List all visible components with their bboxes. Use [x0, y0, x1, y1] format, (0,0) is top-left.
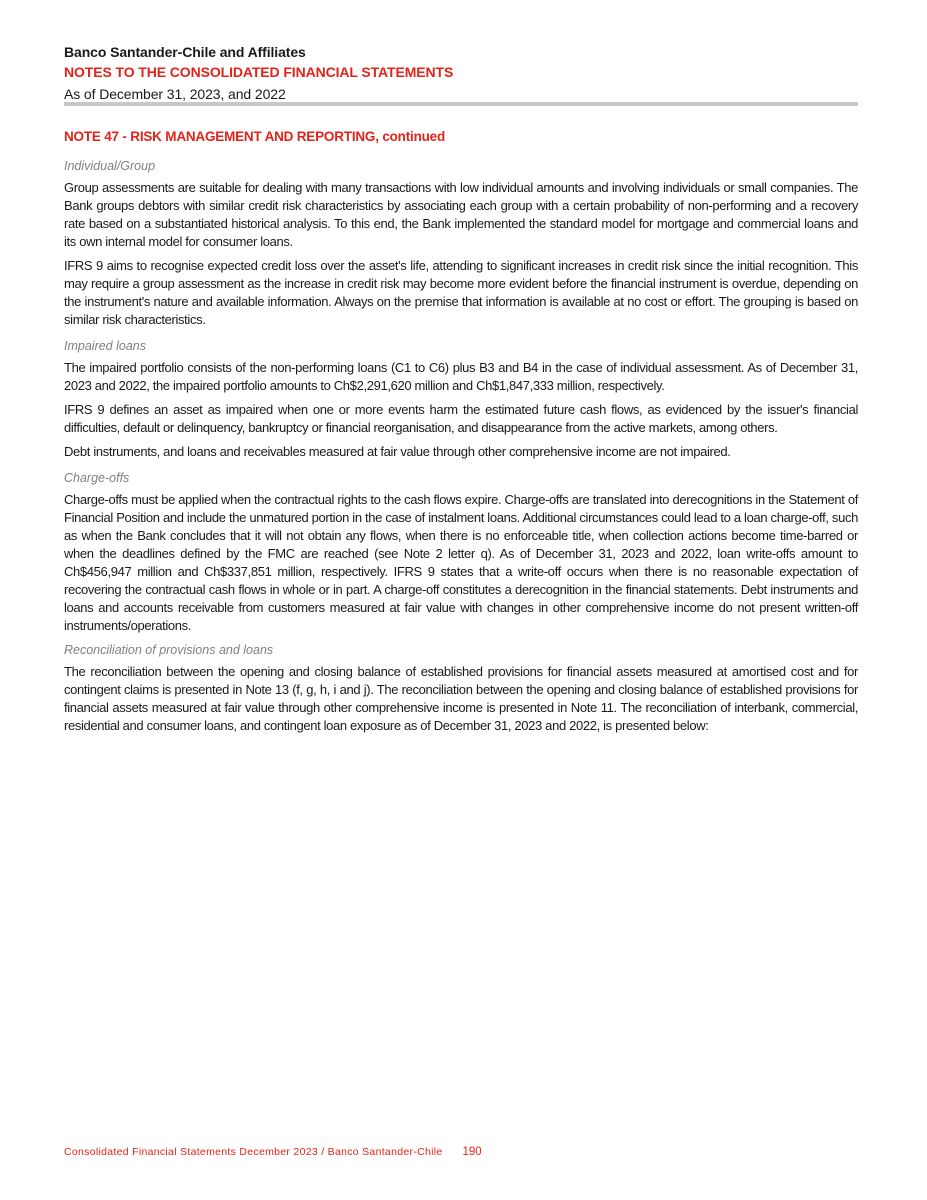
- paragraph: Debt instruments, and loans and receivables measured at fair value through other comprehensive income are not impaired.: [64, 444, 731, 459]
- note-content: [64, 127, 858, 741]
- paragraph: Charge-offs must be applied when the contractual rights to the cash flows expire. Charge-offs are translated into derecognitions in the Statement of Financial Position and include the unmatured portion in the case of instalment loans. Additional circumstances could lead to a loan charge-off, such as when the Bank concludes that it will not obtain any flows, when there is no enforceable title, when collection actions become time-barred or when the deadlines defined by the FMC are reached (see Note 2 letter q). As of December 31, 2023 and 2022, loan write-offs amount to Ch$456,947 million and Ch$337,851 million, respectively. IFRS 9 states that a write-off occurs when there is no reasonable expectation of recovering the contractual cash flows in whole or in part. A charge-off constitutes a derecognition in the financial statements. Debt instruments and loans and accounts receivable from customers measured at fair value with changes in other comprehensive income do not present written-off instruments/operations.: [64, 492, 858, 633]
- section-title: Reconciliation of provisions and loans: [64, 643, 274, 657]
- as-of-date: As of December 31, 2023, and 2022: [64, 86, 286, 102]
- page-number: 190: [462, 1146, 482, 1158]
- page-footer: [64, 1144, 482, 1160]
- section-title: Charge-offs: [64, 471, 130, 485]
- footer-text: Consolidated Financial Statements December 2023 / Banco Santander-Chile: [64, 1146, 443, 1158]
- section-charge-offs: [64, 469, 858, 635]
- section-title: Individual/Group: [64, 159, 156, 173]
- paragraph: IFRS 9 defines an asset as impaired when one or more events harm the estimated future cash flows, as evidenced by the issuer's financial difficulties, default or delinquency, bankruptcy or financial reorganisation, and disappearance from the active markets, among others.: [64, 402, 858, 435]
- section-title: Impaired loans: [64, 339, 146, 353]
- section-impaired-loans: [64, 337, 858, 461]
- section-reconciliation: [64, 641, 858, 735]
- note-heading: NOTE 47 - RISK MANAGEMENT AND REPORTING, continued: [64, 129, 446, 144]
- company-name: Banco Santander-Chile and Affiliates: [64, 44, 306, 60]
- notes-title: NOTES TO THE CONSOLIDATED FINANCIAL STATEMENTS: [64, 64, 454, 80]
- header-divider: [64, 102, 858, 106]
- paragraph: The reconciliation between the opening and closing balance of established provisions for financial assets measured at amortised cost and for contingent claims is presented in Note 13 (f, g, h, i and j). The reconciliation between the opening and closing balance of established provisions for financial assets measured at fair value through other comprehensive income is presented in Note 11. The reconciliation of interbank, commercial, residential and consumer loans, and contingent loan exposure as of December 31, 2023 and 2022, is presented below:: [64, 664, 858, 733]
- page-header: [64, 43, 858, 105]
- paragraph: The impaired portfolio consists of the non-performing loans (C1 to C6) plus B3 and B4 in the case of individual assessment. As of December 31, 2023 and 2022, the impaired portfolio amounts to Ch$2,291,620 million and Ch$1,847,333 million, respectively.: [64, 360, 858, 393]
- section-individual-group: [64, 157, 858, 329]
- paragraph: Group assessments are suitable for dealing with many transactions with low individual amounts and involving individuals or small companies. The Bank groups debtors with similar credit risk characteristics by associating each group with a certain probability of non-performing and a recovery rate based on a substantiated historical analysis. To this end, the Bank implemented the standard model for mortgage and commercial loans and its own internal model for consumer loans.: [64, 180, 858, 249]
- paragraph: IFRS 9 aims to recognise expected credit loss over the asset's life, attending to significant increases in credit risk since the initial recognition. This may require a group assessment as the increase in credit risk may become more evident before the financial instrument is overdue, depending on the instrument's nature and available information. Always on the premise that information is available at no cost or effort. The grouping is based on similar risk characteristics.: [64, 258, 858, 327]
